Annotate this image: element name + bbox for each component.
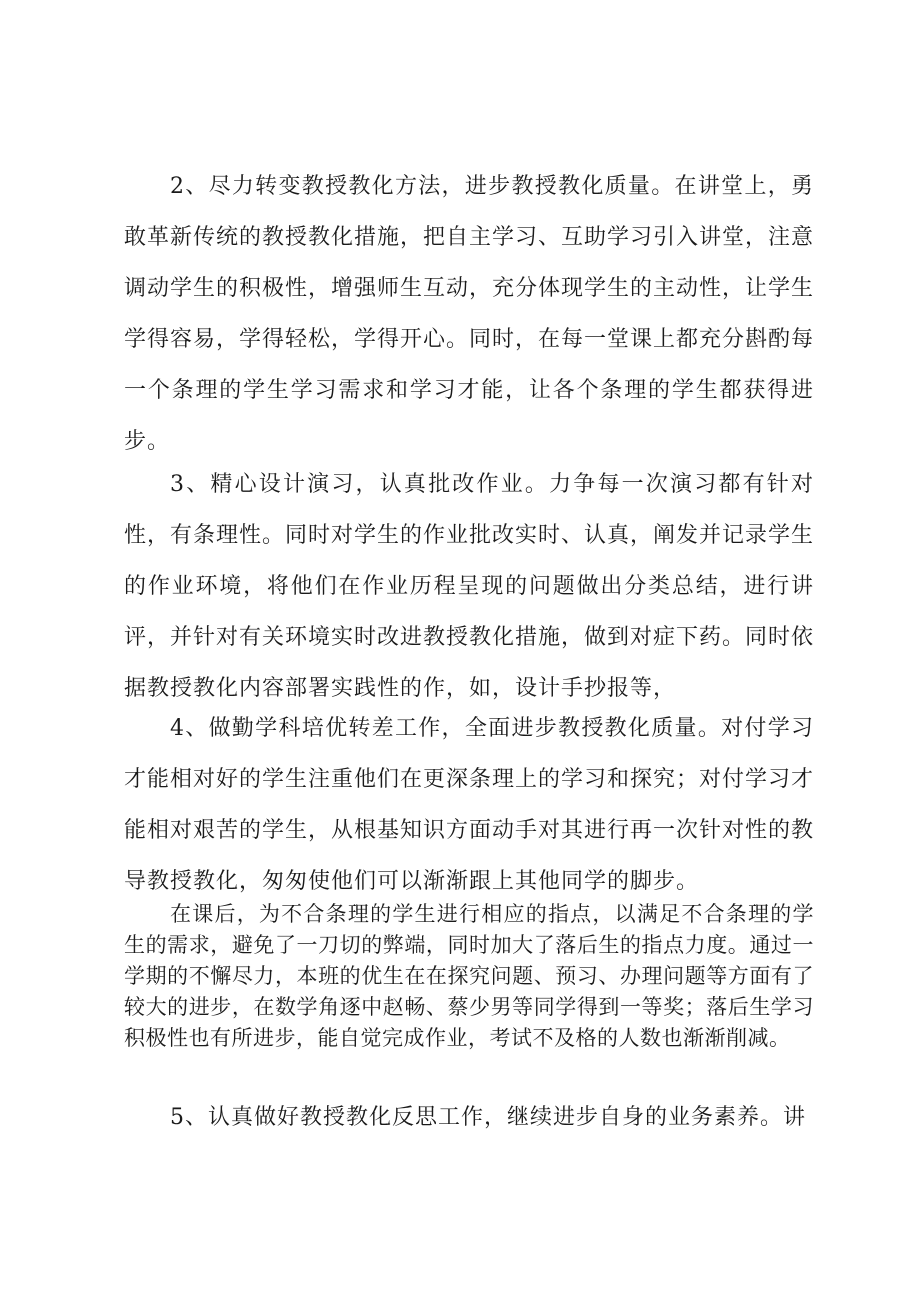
paragraph-tutoring: 4、做勤学科培优转差工作，全面进步教授教化质量。对付学习才能相对好的学生注重他们在更深条理上的学习和探究；对付学习才能相对艰苦的学生，从根基知识方面动手对其进行再一次针对性的教导教授教化，匆匆使他们可以渐渐跟上其他同学的脚步。 <box>124 716 815 894</box>
paragraph-after-class: 在课后，为不合条理的学生进行相应的指点，以满足不合条理的学生的需求，避免了一刀切的弊端，同时加大了落后生的指点力度。通过一学期的不懈尽力，本班的优生在在探究问题、预习、办理问题等方面有了较大的进步，在数学角逐中赵畅、蔡少男等同学得到一等奖；落后生学习积极性也有所进步，能自觉完成作业，考试不及格的人数也渐渐削减。 <box>124 902 814 1050</box>
paragraph-reflection: 5、认真做好教授教化反思工作，继续进步自身的业务素养。讲 <box>170 1105 806 1130</box>
paragraph-teaching-method: 2、尽力转变教授教化方法，进步教授教化质量。在讲堂上，勇敢革新传统的教授教化措施，把自主学习、互助学习引入讲堂，注意调动学生的积极性，增强师生互动，充分体现学生的主动性，让学生学得容易，学得轻松，学得开心。同时，在每一堂课上都充分斟酌每一个条理的学生学习需求和学习才能，让各个条理的学生都获得进步。 <box>124 174 815 454</box>
paragraph-homework: 3、精心设计演习，认真批改作业。力争每一次演习都有针对性，有条理性。同时对学生的作业批改实时、认真，阐发并记录学生的作业环境，将他们在作业历程呈现的问题做出分类总结，进行讲评，并针对有关环境实时改进教授教化措施，做到对症下药。同时依据教授教化内容部署实践性的作，如，设计手抄报等， <box>124 472 815 701</box>
